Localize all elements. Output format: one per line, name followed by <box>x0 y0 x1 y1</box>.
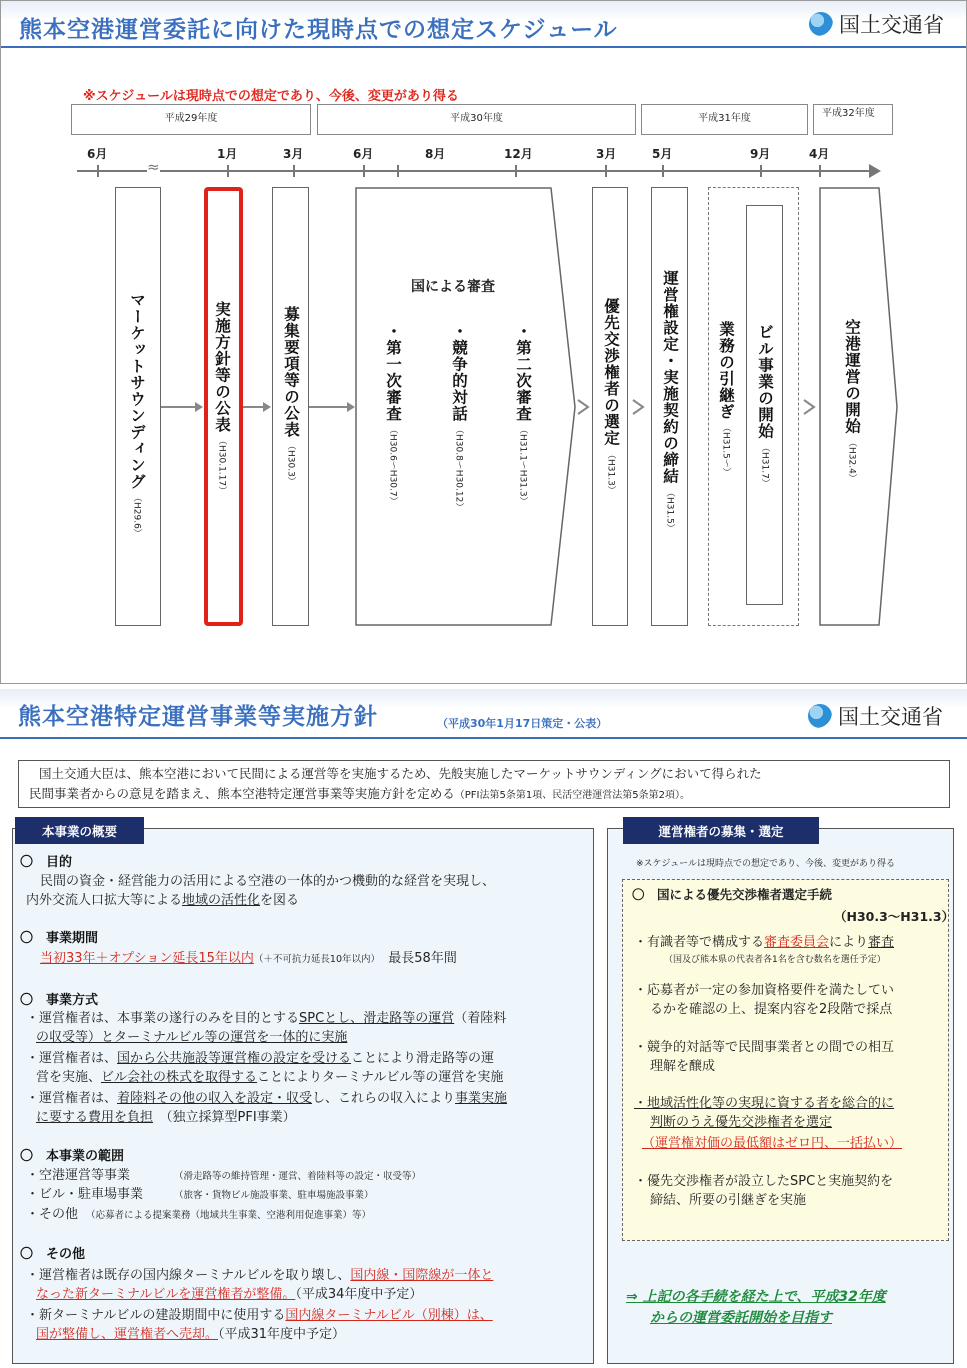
scope-item: ・空港運営等事業 （滑走路等の維持管理・運営、着陸料等の設定・収受等） <box>26 1168 422 1183</box>
procedure-item: 締結、所要の引継ぎを実施 <box>650 1193 807 1208</box>
timeline-tick <box>293 165 295 177</box>
period-line: 当初33年＋オプション延長15年以内（＋不可抗力延長10年以内） 最長58年間 <box>40 951 457 966</box>
timeline-arrowhead <box>869 164 881 178</box>
procedure-item: ・優先交渉権者が設立したSPCと実施契約を <box>634 1174 894 1189</box>
fiscal-year-h30: 平成30年度 <box>317 104 636 135</box>
procedure-period: （H30.3〜H31.3） <box>834 909 955 924</box>
month-label: 3月 <box>596 147 617 161</box>
step-policy-announcement: 実施方針等の公表 （H30.1.17） <box>204 187 243 626</box>
timeline-tick <box>397 165 399 177</box>
title-rule <box>0 737 967 739</box>
mlit-logo: 国土交通省 <box>809 9 944 39</box>
fiscal-year-h29: 平成29年度 <box>71 104 311 135</box>
timeline-tick <box>97 165 99 177</box>
airport-operation-label: 空港運営の開始 <box>843 319 861 435</box>
procedure-heading: 〇 国による優先交渉権者選定手続 <box>632 887 833 902</box>
method-item: 営を実施、ビル会社の株式を取得することによりターミナルビル等の運営を実施 <box>36 1070 504 1085</box>
review-first-date: （H30.6〜H30.7） <box>387 425 398 506</box>
timeline-tick <box>515 165 517 177</box>
other-heading: 〇 その他 <box>20 1247 86 1262</box>
procedure-item: ・有識者等で構成する審査委員会により審査 <box>634 935 895 950</box>
mlit-logo: 国土交通省 <box>808 701 943 731</box>
intro-box: 国土交通大臣は、熊本空港において民間による運営等を実施するため、先般実施したマーケットサウンディングにおいて得られた 民間事業者からの意見を踏まえ、熊本空港特定運営事業等実施方針を定める（PFI法第5条第1項、民活空港運営法第5条第2項）。 <box>18 760 950 808</box>
month-label: 6月 <box>87 147 108 161</box>
step-preferred-negotiator: 優先交渉権者の選定 （H31.3） <box>592 187 628 626</box>
month-label: 5月 <box>652 147 673 161</box>
procedure-note: （国及び熊本県の代表者各1名を含む数名を選任予定） <box>664 955 886 965</box>
mlit-logo-icon <box>809 12 833 36</box>
step-building-business: ビル事業の開始 （H31.7） <box>746 205 783 605</box>
procedure-item: （運営権対価の最低額はゼロ円、一括払い） <box>642 1136 903 1151</box>
flow-arrow <box>309 406 347 408</box>
other-item: なった新ターミナルビルを運営権者が整備。（平成34年度中予定） <box>36 1287 423 1302</box>
airport-operation-date: （H32.4） <box>846 437 857 483</box>
purpose-heading: 〇 目的 <box>20 855 73 870</box>
month-label: 3月 <box>283 147 304 161</box>
fiscal-year-h32: 平成32年度 <box>813 104 893 135</box>
procedure-item: ・地域活性化等の実現に資する者を総合的に <box>634 1096 895 1111</box>
month-label: 6月 <box>353 147 374 161</box>
chevron-right-icon <box>631 399 647 415</box>
method-item: ・運営権者は、国から公共施設等運営権の設定を受けることにより滑走路等の運 <box>26 1051 495 1066</box>
other-item: ・運営権者は既存の国内線ターミナルビルを取り壊し、国内線・国際線が一体と <box>26 1268 494 1283</box>
timeline-tick <box>227 165 229 177</box>
step-market-sounding: マーケットサウンディング （H29.6） <box>115 187 161 626</box>
timeline-tick <box>662 165 664 177</box>
selection-notice: ※スケジュールは現時点での想定であり、今後、変更があり得る <box>636 859 896 869</box>
dialogue-date: （H30.8〜H30.12） <box>453 425 464 512</box>
month-label: 4月 <box>809 147 830 161</box>
flow-arrowhead <box>347 402 355 412</box>
review-first-label: ・第一次審査 <box>384 323 402 422</box>
handover-date: （H31.5〜） <box>720 423 731 477</box>
month-label: 8月 <box>425 147 446 161</box>
timeline-tick <box>363 165 365 177</box>
method-item: ・運営権者は、着陸料その他の収入を設定・収受し、これらの収入により事業実施 <box>26 1091 508 1106</box>
schedule-notice: ※スケジュールは現時点での想定であり、今後、変更があり得る <box>83 89 459 104</box>
selection-tag: 運営権者の募集・選定 <box>623 817 819 844</box>
review-second-label: ・第二次審査 <box>514 323 532 422</box>
goal-statement: ⇒ 上記の各手続を経た上で、平成32年度 <box>626 1289 886 1305</box>
flow-arrowhead <box>263 402 271 412</box>
goal-statement: からの運営委託開始を目指す <box>650 1310 832 1326</box>
business-overview-tag: 本事業の概要 <box>15 817 144 844</box>
flow-arrowhead <box>195 402 203 412</box>
step-transition-group <box>708 187 799 626</box>
scope-item: ・その他 （応募者による提案業務（地域共生事業、空港利用促進事業）等） <box>26 1207 372 1222</box>
method-item: ・運営権者は、本事業の遂行のみを目的とするSPCとし、滑走路等の運営（着陸料 <box>26 1011 507 1026</box>
scope-heading: 〇 本事業の範囲 <box>20 1149 125 1164</box>
step-guideline-announcement: 募集要項等の公表 （H30.3） <box>272 187 309 626</box>
procedure-item: ・競争的対話等で民間事業者との間での相互 <box>634 1040 895 1055</box>
chevron-right-icon <box>576 399 592 415</box>
step-contract: 運営権設定・実施契約の締結 （H31.5） <box>651 187 688 626</box>
policy-slide <box>0 689 967 1368</box>
purpose-line: 内外交流人口拡大等による地域の活性化を図る <box>26 893 300 908</box>
handover-label: 業務の引継ぎ <box>717 321 735 420</box>
other-item: 国が整備し、運営権者へ売却。（平成31年度中予定） <box>36 1327 346 1342</box>
mlit-logo-icon <box>808 704 832 728</box>
other-item: ・新ターミナルビルの建設期間中に使用する国内線ターミナルビル（別棟）は、 <box>26 1308 493 1323</box>
month-label: 12月 <box>504 147 533 161</box>
chevron-right-icon <box>802 399 818 415</box>
timeline-tick <box>819 165 821 177</box>
timeline-tick <box>760 165 762 177</box>
method-item: の収受等）とターミナルビル等の運営を一体的に実施 <box>36 1030 348 1045</box>
timeline-break-icon: ≈ <box>147 158 160 176</box>
review-second-date: （H31.1〜H31.3） <box>517 425 528 506</box>
timeline-axis <box>77 170 877 172</box>
fiscal-year-h31: 平成31年度 <box>641 104 808 135</box>
title-rule <box>1 46 966 48</box>
procedure-item: るかを確認の上、提案内容を2段階で採点 <box>650 1002 893 1017</box>
page-title: 熊本空港運営委託に向けた現時点での想定スケジュール <box>19 17 618 43</box>
procedure-item: 理解を醸成 <box>650 1059 716 1074</box>
timeline-tick <box>605 165 607 177</box>
scope-item: ・ビル・駐車場事業 （旅客・貨物ビル施設事業、駐車場施設事業） <box>26 1187 374 1202</box>
procedure-item: 判断のうえ優先交渉権者を選定 <box>650 1115 833 1130</box>
page-subtitle: （平成30年1月17日策定・公表） <box>437 717 608 730</box>
method-item: に要する費用を負担 （独立採算型PFI事業） <box>36 1110 296 1125</box>
month-label: 9月 <box>750 147 771 161</box>
month-label: 1月 <box>217 147 238 161</box>
review-header: 国による審査 <box>411 279 495 295</box>
period-heading: 〇 事業期間 <box>20 931 99 946</box>
flow-arrow <box>161 406 197 408</box>
flow-arrow <box>243 406 265 408</box>
page-title: 熊本空港特定運営事業等実施方針 <box>18 704 378 730</box>
purpose-line: 民間の資金・経営能力の活用による空港の一体的かつ機動的な経営を実現し、 <box>40 874 496 889</box>
procedure-item: ・応募者が一定の参加資格要件を満たしてい <box>634 983 895 998</box>
method-heading: 〇 事業方式 <box>20 993 99 1008</box>
dialogue-label: ・競争的対話 <box>450 323 468 422</box>
